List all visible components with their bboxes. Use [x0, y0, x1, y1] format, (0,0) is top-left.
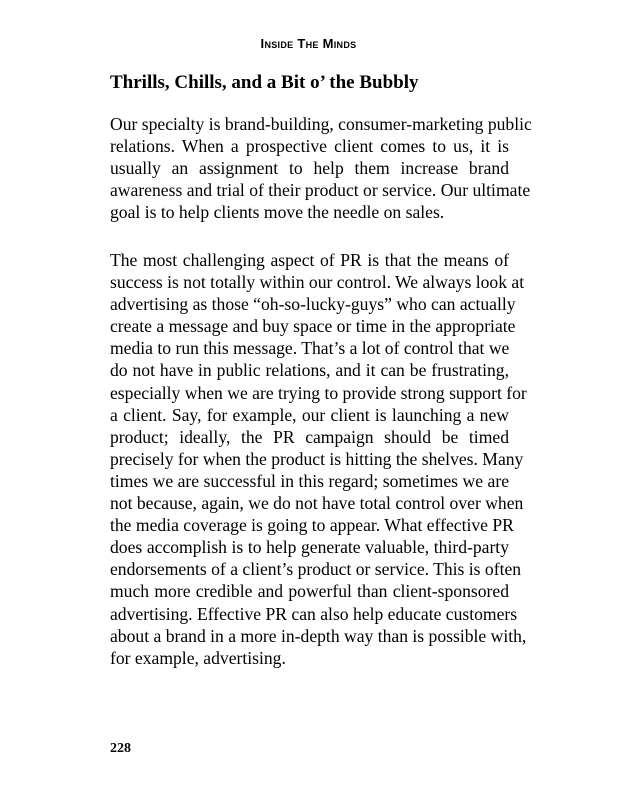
text-line: relations. When a prospective client comes to us, it is: [110, 136, 509, 157]
page-number: 228: [110, 741, 131, 756]
text-line: does accomplish is to help generate valuable, third-party: [110, 537, 509, 558]
text-line: times we are successful in this regard; sometimes we are: [110, 470, 509, 491]
text-line: do not have in public relations, and it can be frustrating,: [110, 360, 509, 381]
text-line: advertising. Effective PR can also help educate customers: [110, 603, 518, 624]
text-line: goal is to help clients move the needle on sales.: [110, 202, 445, 223]
text-line: a client. Say, for example, our client is launching a new: [110, 404, 509, 425]
paragraph-2: [110, 249, 527, 669]
text-line: advertising as those “oh-so-lucky-guys” who can actually: [110, 294, 516, 315]
text-line: product; ideally, the PR campaign should be timed: [110, 426, 509, 447]
text-line: Our specialty is brand-building, consumer-marketing public: [110, 114, 532, 134]
text-line: usually an assignment to help them increase brand: [110, 158, 509, 179]
text-line: for example, advertising.: [110, 647, 286, 668]
text-line: The most challenging aspect of PR is that the means of: [110, 250, 509, 270]
text-line: not because, again, we do not have total control over when: [110, 493, 524, 514]
text-line: awareness and trial of their product or service. Our ultimate: [110, 180, 531, 201]
text-line: create a message and buy space or time in the appropriate: [110, 316, 516, 337]
text-line: precisely for when the product is hitting the shelves. Many: [110, 448, 524, 469]
section-title: Thrills, Chills, and a Bit o’ the Bubbly: [110, 72, 419, 93]
paragraph-1: [110, 113, 532, 223]
text-line: success is not totally within our control. We always look at: [110, 272, 525, 293]
running-header: Inside The Minds: [260, 36, 357, 51]
text-line: much more credible and powerful than client-sponsored: [110, 581, 509, 602]
text-line: about a brand in a more in-depth way than is possible with,: [110, 625, 527, 646]
text-line: especially when we are trying to provide strong support for: [110, 382, 527, 403]
text-line: media to run this message. That’s a lot of control that we: [110, 338, 510, 359]
text-line: the media coverage is going to appear. What effective PR: [110, 515, 514, 536]
text-line: endorsements of a client’s product or service. This is often: [110, 559, 522, 580]
